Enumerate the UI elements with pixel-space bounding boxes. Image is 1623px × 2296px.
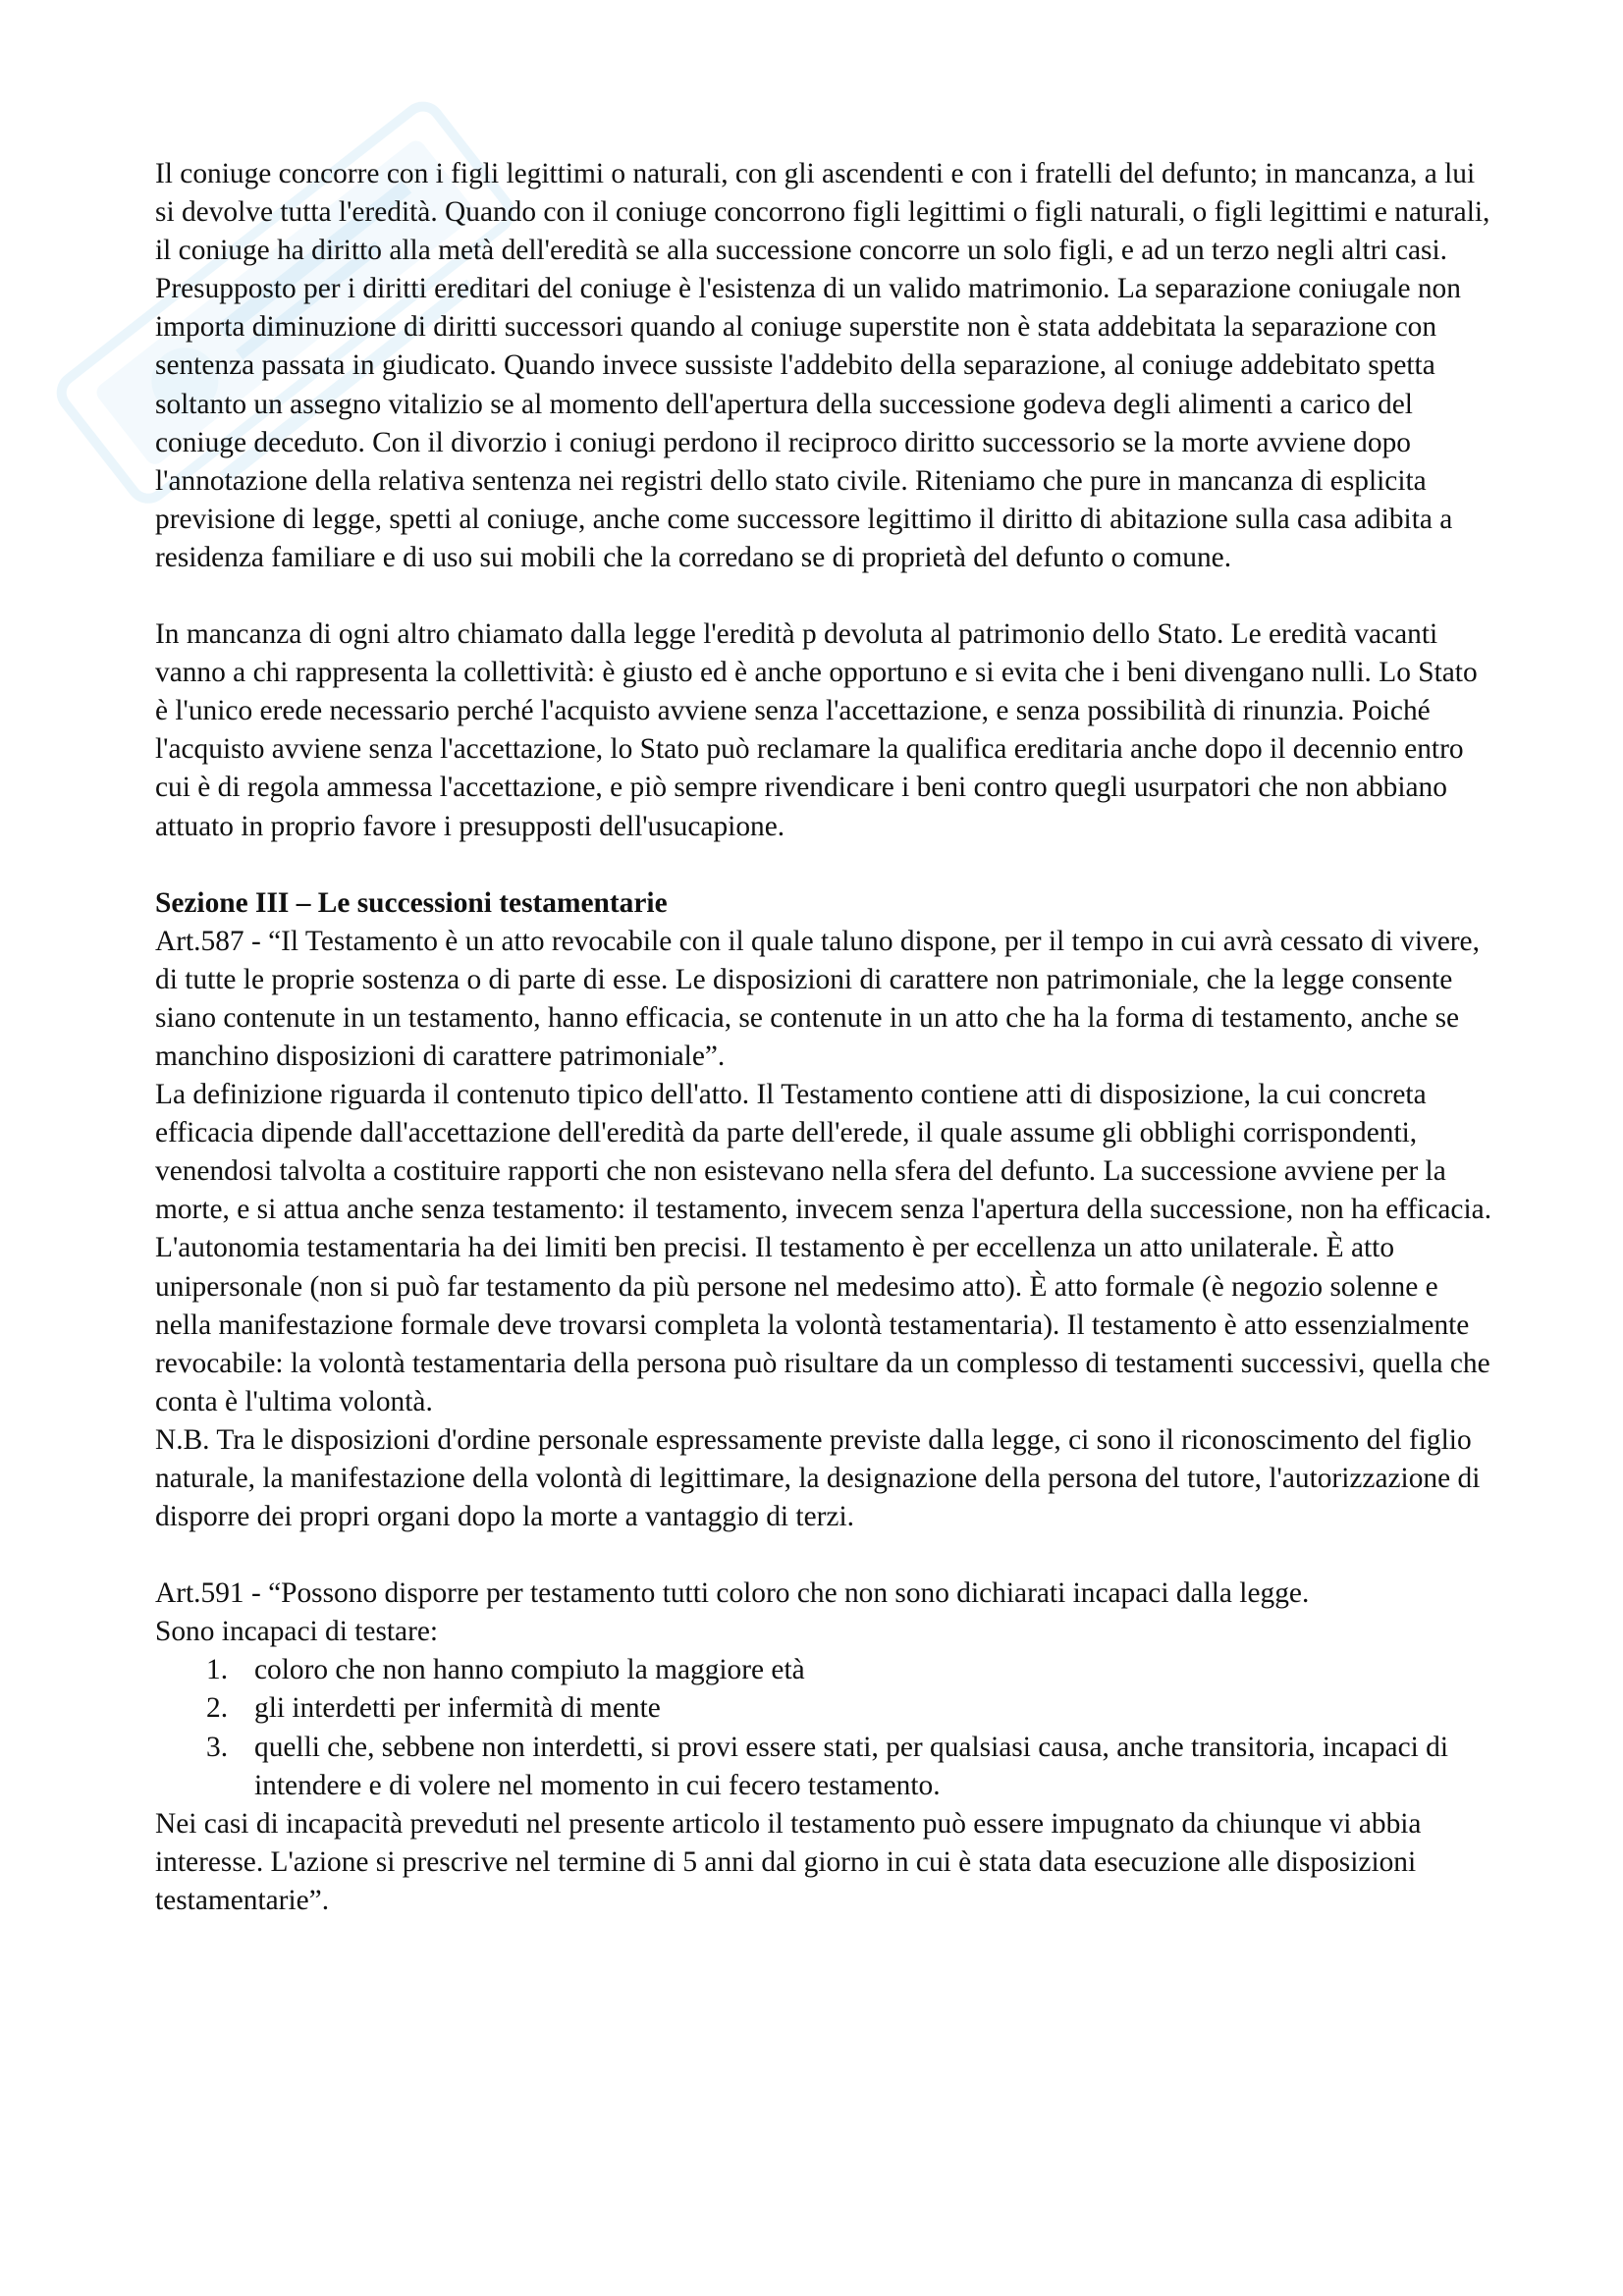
article-587: Art.587 - “Il Testamento è un atto revocabile con il quale taluno dispone, per il tempo in cui avrà cessato di vivere, di tutte le proprie sostenza o di parte di esse. Le disposizioni di carattere non patrimoniale, che la legge consente siano contenute in un testamento, hanno efficacia, se contenute in un atto che ha la forma di testamento, anche se manchino disposizioni di carattere patrimoniale”. (155, 925, 1480, 1072)
list-item (206, 1689, 1492, 1728)
list-text: coloro che non hanno compiuto la maggiore età (254, 1654, 805, 1686)
list-item (206, 1729, 1492, 1805)
list-number: 2. (206, 1692, 229, 1725)
article-591-end: Nei casi di incapacità preveduti nel presente articolo il testamento può essere impugnato da chiunque vi abbia interesse. L'azione si prescrive nel termine di 5 anni dal giorno in cui è stata data esecuzione alle disposizioni testamentarie”. (155, 1807, 1422, 1916)
paragraph-coniuge: Il coniuge concorre con i figli legittimi o naturali, con gli ascendenti e con i fratelli del defunto; in mancanza, a lui si devolve tutta l'eredità. Quando con il coniuge concorrono figli legittimi o figli naturali, o figli legittimi e naturali, il coniuge ha diritto alla metà dell'eredità se alla successione concorre un solo figli, e ad un terzo negli altri casi. Presupposto per i diritti ereditari del coniuge è l'esistenza di un valido matrimonio. La separazione coniugale non importa diminuzione di diritti successori quando al coniuge superstite non è stata addebitata la separazione con sentenza passata in giudicato. Quando invece sussiste l'addebito della separazione, al coniuge addebitato spetta soltanto un assegno vitalizio se al momento dell'apertura della successione godeva degli alimenti a carico del coniuge deceduto. Con il divorzio i coniugi perdono il reciproco diritto successorio se la morte avviene dopo l'annotazione della relativa sentenza nei registri dello stato civile. Riteniamo che pure in mancanza di esplicita previsione di legge, spetti al coniuge, anche come successore legittimo il diritto di abitazione sulla casa adibita a residenza familiare e di uso sui mobili che la corredano se di proprietà del defunto o comune. (155, 158, 1490, 573)
document-page (155, 155, 1492, 1920)
paragraph-autonomia: L'autonomia testamentaria ha dei limiti ben precisi. Il testamento è per eccellenza un atto unilaterale. È atto unipersonale (non si può far testamento da più persone nel medesimo atto). È atto formale (è negozio solenne e nella manifestazione formale deve trovarsi completa la volontà testamentaria). Il testamento è atto essenzialmente revocabile: la volontà testamentaria della persona può risultare da un complesso di testamenti successivi, quella che conta è l'ultima volontà. (155, 1232, 1490, 1417)
article-591-subtitle: Sono incapaci di testare: (155, 1616, 439, 1648)
paragraph-definizione: La definizione riguarda il contenuto tipico dell'atto. Il Testamento contiene atti di disposizione, la cui concreta efficacia dipende dall'accettazione dell'eredità da parte dell'erede, il quale assume gli obblighi corrispondenti, venendosi talvolta a costituire rapporti che non esistevano nella sfera del defunto. La successione avviene per la morte, e si attua anche senza testamento: il testamento, invecem senza l'apertura della successione, non ha efficacia. (155, 1079, 1492, 1226)
list-number: 3. (206, 1731, 229, 1763)
list-number: 1. (206, 1654, 229, 1686)
article-591-intro: Art.591 - “Possono disporre per testamento tutti coloro che non sono dichiarati incapaci dalla legge. (155, 1577, 1310, 1610)
note-nb: N.B. Tra le disposizioni d'ordine personale espressamente previste dalla legge, ci sono il riconoscimento del figlio naturale, la manifestazione della volontà di legittimare, la designazione della persona del tutore, l'autorizzazione di disporre dei propri organi dopo la morte a vantaggio di terzi. (155, 1423, 1481, 1533)
list-text: quelli che, sebbene non interdetti, si provi essere stati, per qualsiasi causa, anche transitoria, incapaci di intendere e di volere nel momento in cui fecero testamento. (254, 1731, 1449, 1801)
incapacity-list (155, 1651, 1492, 1804)
list-item (206, 1651, 1492, 1689)
list-text: gli interdetti per infermità di mente (254, 1692, 661, 1725)
section-heading: Sezione III – Le successioni testamentarie (155, 886, 668, 919)
paragraph-stato: In mancanza di ogni altro chiamato dalla legge l'eredità p devoluta al patrimonio dello Stato. Le eredità vacanti vanno a chi rappresenta la collettività: è giusto ed è anche opportuno e si evita che i beni divengano nulli. Lo Stato è l'unico erede necessario perché l'acquisto avviene senza l'accettazione, e senza possibilità di rinunzia. Poiché l'acquisto avviene senza l'accettazione, lo Stato può reclamare la qualifica ereditaria anche dopo il decennio entro cui è di regola ammessa l'accettazione, e piò sempre rivendicare i beni contro quegli usurpatori che non abbiano attuato in proprio favore i presupposti dell'usucapione. (155, 618, 1478, 842)
